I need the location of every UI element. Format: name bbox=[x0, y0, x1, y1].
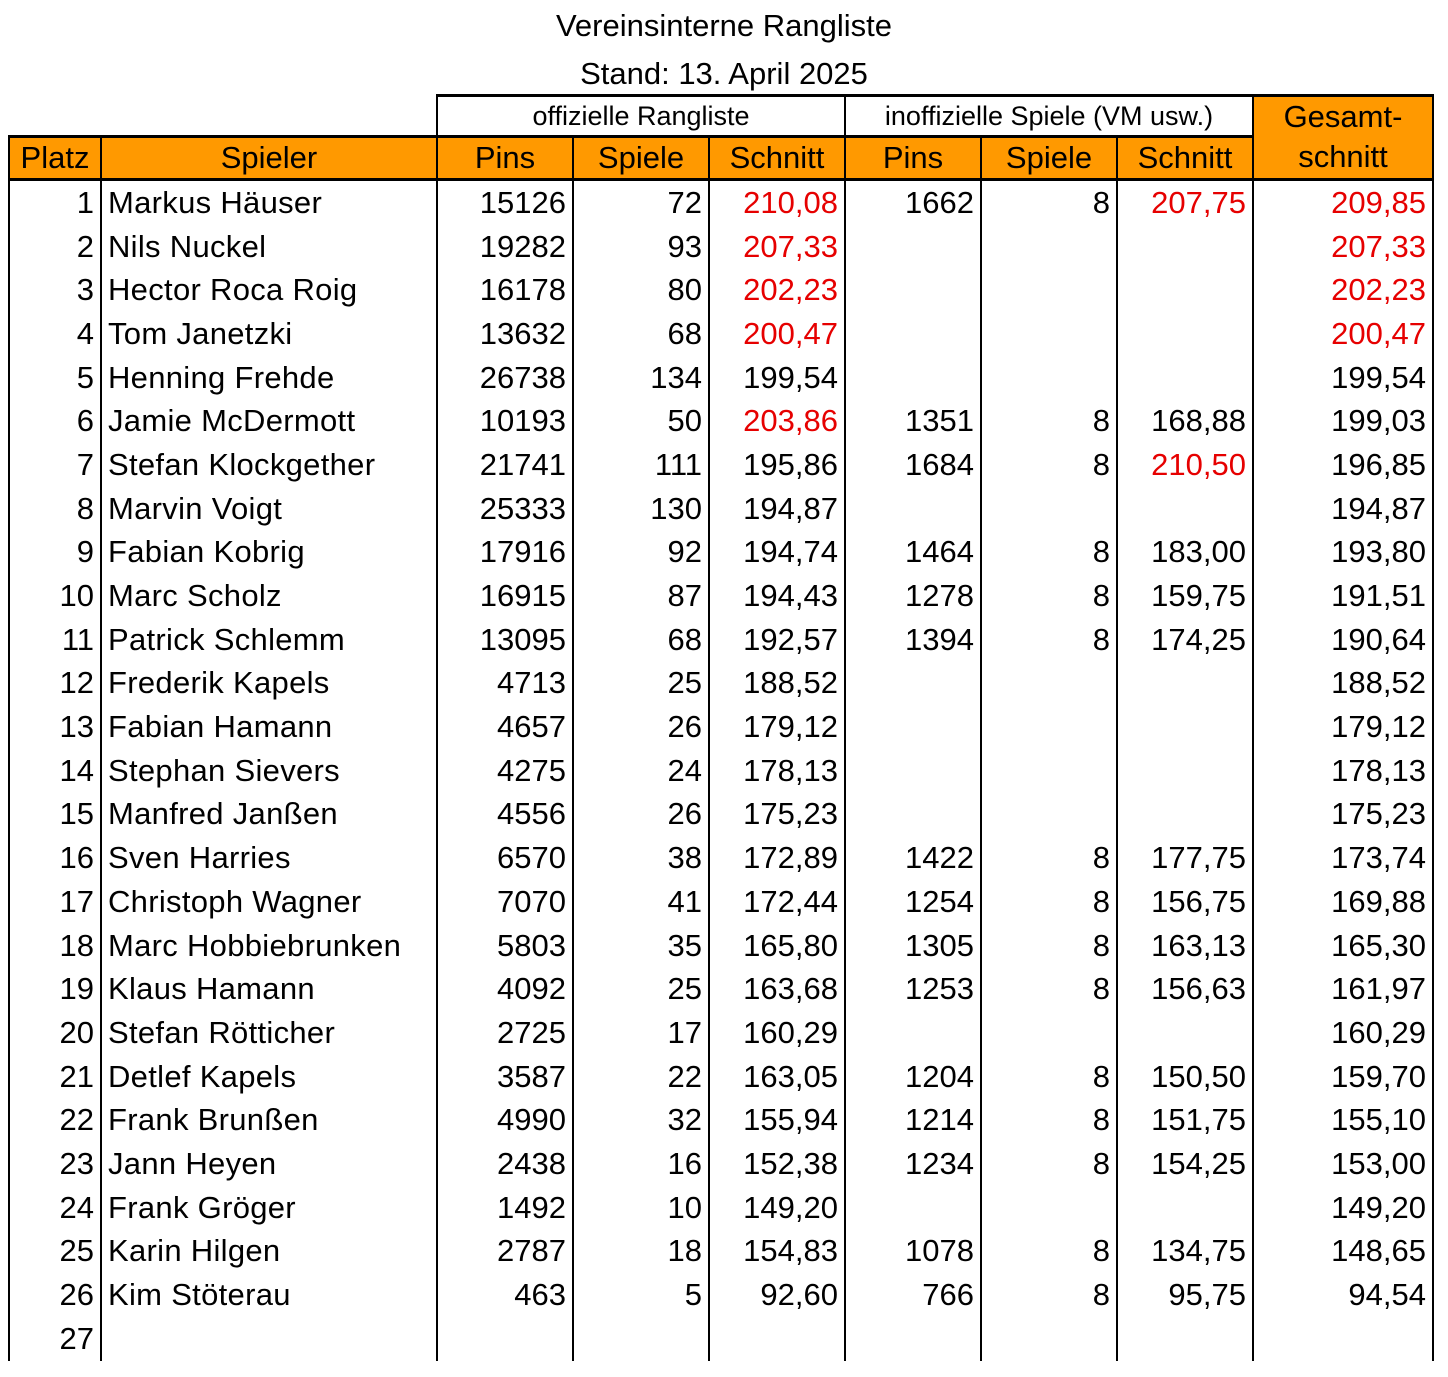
table-row bbox=[9, 1317, 1433, 1361]
average-cell: 194,87 bbox=[709, 487, 845, 531]
pins-unofficial-cell bbox=[845, 1011, 981, 1055]
pins-cell: 463 bbox=[437, 1273, 573, 1317]
table-row bbox=[9, 836, 1433, 880]
games-unofficial-cell: 8 bbox=[981, 180, 1117, 225]
games-unofficial-cell bbox=[981, 1011, 1117, 1055]
pins-unofficial-cell: 1214 bbox=[845, 1098, 981, 1142]
pins-cell: 2787 bbox=[437, 1230, 573, 1274]
rank-cell: 17 bbox=[9, 880, 101, 924]
games-unofficial-cell bbox=[981, 312, 1117, 356]
games-cell: 26 bbox=[573, 705, 709, 749]
games-cell: 35 bbox=[573, 924, 709, 968]
rank-cell: 13 bbox=[9, 705, 101, 749]
games-cell: 24 bbox=[573, 749, 709, 793]
total-average-cell: 169,88 bbox=[1253, 880, 1433, 924]
total-average-cell: 191,51 bbox=[1253, 574, 1433, 618]
col-gesamtschnitt: schnitt bbox=[1253, 137, 1433, 180]
player-name: Karin Hilgen bbox=[101, 1230, 437, 1274]
pins-cell: 4275 bbox=[437, 749, 573, 793]
rank-cell: 24 bbox=[9, 1186, 101, 1230]
games-unofficial-cell: 8 bbox=[981, 574, 1117, 618]
pins-unofficial-cell bbox=[845, 705, 981, 749]
table-row bbox=[9, 312, 1433, 356]
player-name: Frank Gröger bbox=[101, 1186, 437, 1230]
pins-cell: 4713 bbox=[437, 662, 573, 706]
pins-cell: 4990 bbox=[437, 1098, 573, 1142]
games-cell: 25 bbox=[573, 967, 709, 1011]
pins-unofficial-cell: 1662 bbox=[845, 180, 981, 225]
average-cell: 195,86 bbox=[709, 443, 845, 487]
games-cell: 38 bbox=[573, 836, 709, 880]
pins-unofficial-cell bbox=[845, 662, 981, 706]
pins-unofficial-cell: 766 bbox=[845, 1273, 981, 1317]
average-unofficial-cell: 174,25 bbox=[1117, 618, 1253, 662]
table-row bbox=[9, 749, 1433, 793]
total-average-cell: 173,74 bbox=[1253, 836, 1433, 880]
average-cell: 210,08 bbox=[709, 180, 845, 225]
table-row bbox=[9, 531, 1433, 575]
player-name: Detlef Kapels bbox=[101, 1055, 437, 1099]
rank-cell: 7 bbox=[9, 443, 101, 487]
group-header-row bbox=[9, 96, 1433, 137]
pins-unofficial-cell: 1422 bbox=[845, 836, 981, 880]
ranking-table bbox=[8, 94, 1434, 1361]
games-cell: 10 bbox=[573, 1186, 709, 1230]
total-average-cell: 148,65 bbox=[1253, 1230, 1433, 1274]
average-unofficial-cell: 150,50 bbox=[1117, 1055, 1253, 1099]
total-average-cell: 188,52 bbox=[1253, 662, 1433, 706]
total-average-cell: 199,54 bbox=[1253, 356, 1433, 400]
games-cell: 130 bbox=[573, 487, 709, 531]
total-average-cell: 160,29 bbox=[1253, 1011, 1433, 1055]
average-unofficial-cell: 168,88 bbox=[1117, 399, 1253, 443]
player-name: Christoph Wagner bbox=[101, 880, 437, 924]
table-row bbox=[9, 618, 1433, 662]
games-unofficial-cell: 8 bbox=[981, 924, 1117, 968]
table-row bbox=[9, 399, 1433, 443]
games-unofficial-cell: 8 bbox=[981, 1055, 1117, 1099]
player-name: Marvin Voigt bbox=[101, 487, 437, 531]
rank-cell: 10 bbox=[9, 574, 101, 618]
total-average-cell bbox=[1253, 1317, 1433, 1361]
games-unofficial-cell: 8 bbox=[981, 399, 1117, 443]
average-unofficial-cell: 134,75 bbox=[1117, 1230, 1253, 1274]
table-row bbox=[9, 1142, 1433, 1186]
pins-unofficial-cell bbox=[845, 356, 981, 400]
games-unofficial-cell bbox=[981, 793, 1117, 837]
games-unofficial-cell: 8 bbox=[981, 1230, 1117, 1274]
player-name: Sven Harries bbox=[101, 836, 437, 880]
pins-cell: 17916 bbox=[437, 531, 573, 575]
average-cell: 178,13 bbox=[709, 749, 845, 793]
rank-cell: 21 bbox=[9, 1055, 101, 1099]
rank-cell: 20 bbox=[9, 1011, 101, 1055]
player-name: Manfred Janßen bbox=[101, 793, 437, 837]
games-cell: 41 bbox=[573, 880, 709, 924]
rank-cell: 11 bbox=[9, 618, 101, 662]
pins-unofficial-cell bbox=[845, 1317, 981, 1361]
table-row bbox=[9, 443, 1433, 487]
average-cell: 175,23 bbox=[709, 793, 845, 837]
pins-cell: 16178 bbox=[437, 268, 573, 312]
pins-unofficial-cell bbox=[845, 268, 981, 312]
games-unofficial-cell bbox=[981, 356, 1117, 400]
pins-cell: 4657 bbox=[437, 705, 573, 749]
average-unofficial-cell: 207,75 bbox=[1117, 180, 1253, 225]
total-average-cell: 193,80 bbox=[1253, 531, 1433, 575]
player-name: Nils Nuckel bbox=[101, 225, 437, 269]
pins-cell: 5803 bbox=[437, 924, 573, 968]
average-unofficial-cell bbox=[1117, 487, 1253, 531]
average-unofficial-cell bbox=[1117, 793, 1253, 837]
average-unofficial-cell: 183,00 bbox=[1117, 531, 1253, 575]
average-cell: 192,57 bbox=[709, 618, 845, 662]
games-unofficial-cell: 8 bbox=[981, 1098, 1117, 1142]
pins-unofficial-cell: 1234 bbox=[845, 1142, 981, 1186]
total-average-cell: 178,13 bbox=[1253, 749, 1433, 793]
average-unofficial-cell bbox=[1117, 705, 1253, 749]
group-unofficial: inoffizielle Spiele (VM usw.) bbox=[845, 96, 1253, 137]
group-total: Gesamt- bbox=[1253, 96, 1433, 137]
pins-cell: 3587 bbox=[437, 1055, 573, 1099]
pins-cell: 21741 bbox=[437, 443, 573, 487]
table-row bbox=[9, 880, 1433, 924]
player-name: Patrick Schlemm bbox=[101, 618, 437, 662]
average-cell: 194,43 bbox=[709, 574, 845, 618]
games-cell: 72 bbox=[573, 180, 709, 225]
pins-cell: 6570 bbox=[437, 836, 573, 880]
games-cell: 134 bbox=[573, 356, 709, 400]
average-unofficial-cell bbox=[1117, 356, 1253, 400]
rank-cell: 16 bbox=[9, 836, 101, 880]
total-average-cell: 165,30 bbox=[1253, 924, 1433, 968]
pins-cell: 4092 bbox=[437, 967, 573, 1011]
table-row bbox=[9, 1098, 1433, 1142]
table-row bbox=[9, 574, 1433, 618]
column-header-row bbox=[9, 137, 1433, 180]
total-average-cell: 155,10 bbox=[1253, 1098, 1433, 1142]
games-cell: 87 bbox=[573, 574, 709, 618]
table-row bbox=[9, 793, 1433, 837]
rank-cell: 9 bbox=[9, 531, 101, 575]
average-unofficial-cell: 159,75 bbox=[1117, 574, 1253, 618]
average-unofficial-cell bbox=[1117, 1011, 1253, 1055]
pins-unofficial-cell: 1684 bbox=[845, 443, 981, 487]
games-cell: 68 bbox=[573, 618, 709, 662]
rank-cell: 8 bbox=[9, 487, 101, 531]
player-name: Hector Roca Roig bbox=[101, 268, 437, 312]
table-row bbox=[9, 924, 1433, 968]
pins-unofficial-cell: 1394 bbox=[845, 618, 981, 662]
pins-cell: 16915 bbox=[437, 574, 573, 618]
group-blank bbox=[9, 96, 101, 137]
average-unofficial-cell bbox=[1117, 1186, 1253, 1230]
table-row bbox=[9, 662, 1433, 706]
table-row bbox=[9, 1011, 1433, 1055]
average-cell: 194,74 bbox=[709, 531, 845, 575]
average-cell: 172,89 bbox=[709, 836, 845, 880]
player-name: Stefan Rötticher bbox=[101, 1011, 437, 1055]
col-schnitt: Schnitt bbox=[709, 137, 845, 180]
pins-unofficial-cell: 1464 bbox=[845, 531, 981, 575]
pins-unofficial-cell: 1305 bbox=[845, 924, 981, 968]
col-pins-unofficial: Pins bbox=[845, 137, 981, 180]
games-cell: 50 bbox=[573, 399, 709, 443]
games-unofficial-cell: 8 bbox=[981, 618, 1117, 662]
group-blank bbox=[101, 96, 437, 137]
games-cell: 5 bbox=[573, 1273, 709, 1317]
rank-cell: 27 bbox=[9, 1317, 101, 1361]
average-unofficial-cell bbox=[1117, 268, 1253, 312]
games-unofficial-cell bbox=[981, 1186, 1117, 1230]
total-average-cell: 161,97 bbox=[1253, 967, 1433, 1011]
games-cell: 111 bbox=[573, 443, 709, 487]
average-cell: 172,44 bbox=[709, 880, 845, 924]
col-platz: Platz bbox=[9, 137, 101, 180]
games-unofficial-cell bbox=[981, 487, 1117, 531]
pins-cell: 13632 bbox=[437, 312, 573, 356]
games-cell bbox=[573, 1317, 709, 1361]
rank-cell: 12 bbox=[9, 662, 101, 706]
average-unofficial-cell bbox=[1117, 1317, 1253, 1361]
pins-unofficial-cell bbox=[845, 1186, 981, 1230]
pins-cell: 15126 bbox=[437, 180, 573, 225]
pins-unofficial-cell bbox=[845, 793, 981, 837]
player-name: Stefan Klockgether bbox=[101, 443, 437, 487]
average-cell: 160,29 bbox=[709, 1011, 845, 1055]
games-unofficial-cell: 8 bbox=[981, 1142, 1117, 1186]
col-spiele: Spiele bbox=[573, 137, 709, 180]
pins-unofficial-cell: 1253 bbox=[845, 967, 981, 1011]
average-cell: 149,20 bbox=[709, 1186, 845, 1230]
rank-cell: 19 bbox=[9, 967, 101, 1011]
player-name: Fabian Hamann bbox=[101, 705, 437, 749]
table-row bbox=[9, 1186, 1433, 1230]
average-cell: 163,68 bbox=[709, 967, 845, 1011]
games-unofficial-cell: 8 bbox=[981, 836, 1117, 880]
average-cell: 179,12 bbox=[709, 705, 845, 749]
average-cell: 92,60 bbox=[709, 1273, 845, 1317]
average-cell: 207,33 bbox=[709, 225, 845, 269]
table-body bbox=[9, 180, 1433, 1361]
table-row bbox=[9, 356, 1433, 400]
average-unofficial-cell bbox=[1117, 225, 1253, 269]
games-unofficial-cell: 8 bbox=[981, 531, 1117, 575]
total-average-cell: 153,00 bbox=[1253, 1142, 1433, 1186]
page-title: Vereinsinterne Rangliste bbox=[555, 8, 893, 43]
pins-cell: 4556 bbox=[437, 793, 573, 837]
table-row bbox=[9, 487, 1433, 531]
pins-unofficial-cell bbox=[845, 749, 981, 793]
player-name: Tom Janetzki bbox=[101, 312, 437, 356]
games-cell: 22 bbox=[573, 1055, 709, 1099]
player-name bbox=[101, 1317, 437, 1361]
average-cell bbox=[709, 1317, 845, 1361]
rank-cell: 26 bbox=[9, 1273, 101, 1317]
rank-cell: 3 bbox=[9, 268, 101, 312]
player-name: Frederik Kapels bbox=[101, 662, 437, 706]
total-average-cell: 149,20 bbox=[1253, 1186, 1433, 1230]
pins-cell: 7070 bbox=[437, 880, 573, 924]
pins-unofficial-cell: 1278 bbox=[845, 574, 981, 618]
pins-cell: 13095 bbox=[437, 618, 573, 662]
average-cell: 203,86 bbox=[709, 399, 845, 443]
pins-unofficial-cell bbox=[845, 312, 981, 356]
player-name: Marc Scholz bbox=[101, 574, 437, 618]
total-average-cell: 179,12 bbox=[1253, 705, 1433, 749]
games-cell: 18 bbox=[573, 1230, 709, 1274]
group-official: offizielle Rangliste bbox=[437, 96, 845, 137]
player-name: Jann Heyen bbox=[101, 1142, 437, 1186]
games-unofficial-cell: 8 bbox=[981, 967, 1117, 1011]
games-cell: 92 bbox=[573, 531, 709, 575]
average-cell: 152,38 bbox=[709, 1142, 845, 1186]
total-average-cell: 94,54 bbox=[1253, 1273, 1433, 1317]
table-row bbox=[9, 1273, 1433, 1317]
pins-cell: 2438 bbox=[437, 1142, 573, 1186]
games-unofficial-cell: 8 bbox=[981, 1273, 1117, 1317]
table-row bbox=[9, 180, 1433, 225]
rank-cell: 25 bbox=[9, 1230, 101, 1274]
table-row bbox=[9, 1055, 1433, 1099]
pins-cell: 10193 bbox=[437, 399, 573, 443]
games-unofficial-cell: 8 bbox=[981, 880, 1117, 924]
games-cell: 68 bbox=[573, 312, 709, 356]
average-cell: 154,83 bbox=[709, 1230, 845, 1274]
rank-cell: 14 bbox=[9, 749, 101, 793]
games-unofficial-cell bbox=[981, 1317, 1117, 1361]
average-cell: 199,54 bbox=[709, 356, 845, 400]
pins-unofficial-cell bbox=[845, 487, 981, 531]
average-cell: 165,80 bbox=[709, 924, 845, 968]
rank-cell: 4 bbox=[9, 312, 101, 356]
average-unofficial-cell bbox=[1117, 749, 1253, 793]
total-average-cell: 175,23 bbox=[1253, 793, 1433, 837]
games-unofficial-cell bbox=[981, 662, 1117, 706]
table-row bbox=[9, 1230, 1433, 1274]
pins-unofficial-cell: 1204 bbox=[845, 1055, 981, 1099]
total-average-cell: 190,64 bbox=[1253, 618, 1433, 662]
average-unofficial-cell: 151,75 bbox=[1117, 1098, 1253, 1142]
games-cell: 93 bbox=[573, 225, 709, 269]
player-name: Stephan Sievers bbox=[101, 749, 437, 793]
table-row bbox=[9, 225, 1433, 269]
average-unofficial-cell: 210,50 bbox=[1117, 443, 1253, 487]
player-name: Frank Brunßen bbox=[101, 1098, 437, 1142]
rank-cell: 6 bbox=[9, 399, 101, 443]
average-unofficial-cell: 177,75 bbox=[1117, 836, 1253, 880]
average-cell: 155,94 bbox=[709, 1098, 845, 1142]
average-cell: 200,47 bbox=[709, 312, 845, 356]
player-name: Marc Hobbiebrunken bbox=[101, 924, 437, 968]
average-cell: 188,52 bbox=[709, 662, 845, 706]
rank-cell: 1 bbox=[9, 180, 101, 225]
rank-cell: 23 bbox=[9, 1142, 101, 1186]
player-name: Henning Frehde bbox=[101, 356, 437, 400]
total-average-cell: 194,87 bbox=[1253, 487, 1433, 531]
average-unofficial-cell: 163,13 bbox=[1117, 924, 1253, 968]
games-cell: 32 bbox=[573, 1098, 709, 1142]
pins-unofficial-cell: 1254 bbox=[845, 880, 981, 924]
total-average-cell: 207,33 bbox=[1253, 225, 1433, 269]
games-cell: 80 bbox=[573, 268, 709, 312]
pins-unofficial-cell bbox=[845, 225, 981, 269]
table-row bbox=[9, 268, 1433, 312]
table-row bbox=[9, 705, 1433, 749]
rank-cell: 22 bbox=[9, 1098, 101, 1142]
total-average-cell: 196,85 bbox=[1253, 443, 1433, 487]
total-average-cell: 199,03 bbox=[1253, 399, 1433, 443]
player-name: Jamie McDermott bbox=[101, 399, 437, 443]
games-unofficial-cell bbox=[981, 705, 1117, 749]
games-unofficial-cell bbox=[981, 225, 1117, 269]
pins-cell: 1492 bbox=[437, 1186, 573, 1230]
average-cell: 202,23 bbox=[709, 268, 845, 312]
pins-cell: 2725 bbox=[437, 1011, 573, 1055]
pins-unofficial-cell: 1351 bbox=[845, 399, 981, 443]
games-unofficial-cell: 8 bbox=[981, 443, 1117, 487]
player-name: Klaus Hamann bbox=[101, 967, 437, 1011]
average-unofficial-cell: 154,25 bbox=[1117, 1142, 1253, 1186]
col-schnitt-unofficial: Schnitt bbox=[1117, 137, 1253, 180]
games-cell: 16 bbox=[573, 1142, 709, 1186]
pins-cell: 25333 bbox=[437, 487, 573, 531]
pins-unofficial-cell: 1078 bbox=[845, 1230, 981, 1274]
average-unofficial-cell: 156,63 bbox=[1117, 967, 1253, 1011]
pins-cell bbox=[437, 1317, 573, 1361]
page-subtitle: Stand: 13. April 2025 bbox=[580, 56, 868, 91]
col-spieler: Spieler bbox=[101, 137, 437, 180]
total-average-cell: 202,23 bbox=[1253, 268, 1433, 312]
average-cell: 163,05 bbox=[709, 1055, 845, 1099]
average-unofficial-cell bbox=[1117, 662, 1253, 706]
pins-cell: 26738 bbox=[437, 356, 573, 400]
total-average-cell: 209,85 bbox=[1253, 180, 1433, 225]
total-average-cell: 200,47 bbox=[1253, 312, 1433, 356]
games-unofficial-cell bbox=[981, 268, 1117, 312]
rank-cell: 15 bbox=[9, 793, 101, 837]
games-unofficial-cell bbox=[981, 749, 1117, 793]
games-cell: 26 bbox=[573, 793, 709, 837]
col-spiele-unofficial: Spiele bbox=[981, 137, 1117, 180]
table-row bbox=[9, 967, 1433, 1011]
average-unofficial-cell bbox=[1117, 312, 1253, 356]
rank-cell: 5 bbox=[9, 356, 101, 400]
player-name: Kim Stöterau bbox=[101, 1273, 437, 1317]
player-name: Fabian Kobrig bbox=[101, 531, 437, 575]
games-cell: 25 bbox=[573, 662, 709, 706]
average-unofficial-cell: 95,75 bbox=[1117, 1273, 1253, 1317]
pins-cell: 19282 bbox=[437, 225, 573, 269]
rank-cell: 2 bbox=[9, 225, 101, 269]
games-cell: 17 bbox=[573, 1011, 709, 1055]
rank-cell: 18 bbox=[9, 924, 101, 968]
average-unofficial-cell: 156,75 bbox=[1117, 880, 1253, 924]
total-average-cell: 159,70 bbox=[1253, 1055, 1433, 1099]
player-name: Markus Häuser bbox=[101, 180, 437, 225]
col-pins: Pins bbox=[437, 137, 573, 180]
